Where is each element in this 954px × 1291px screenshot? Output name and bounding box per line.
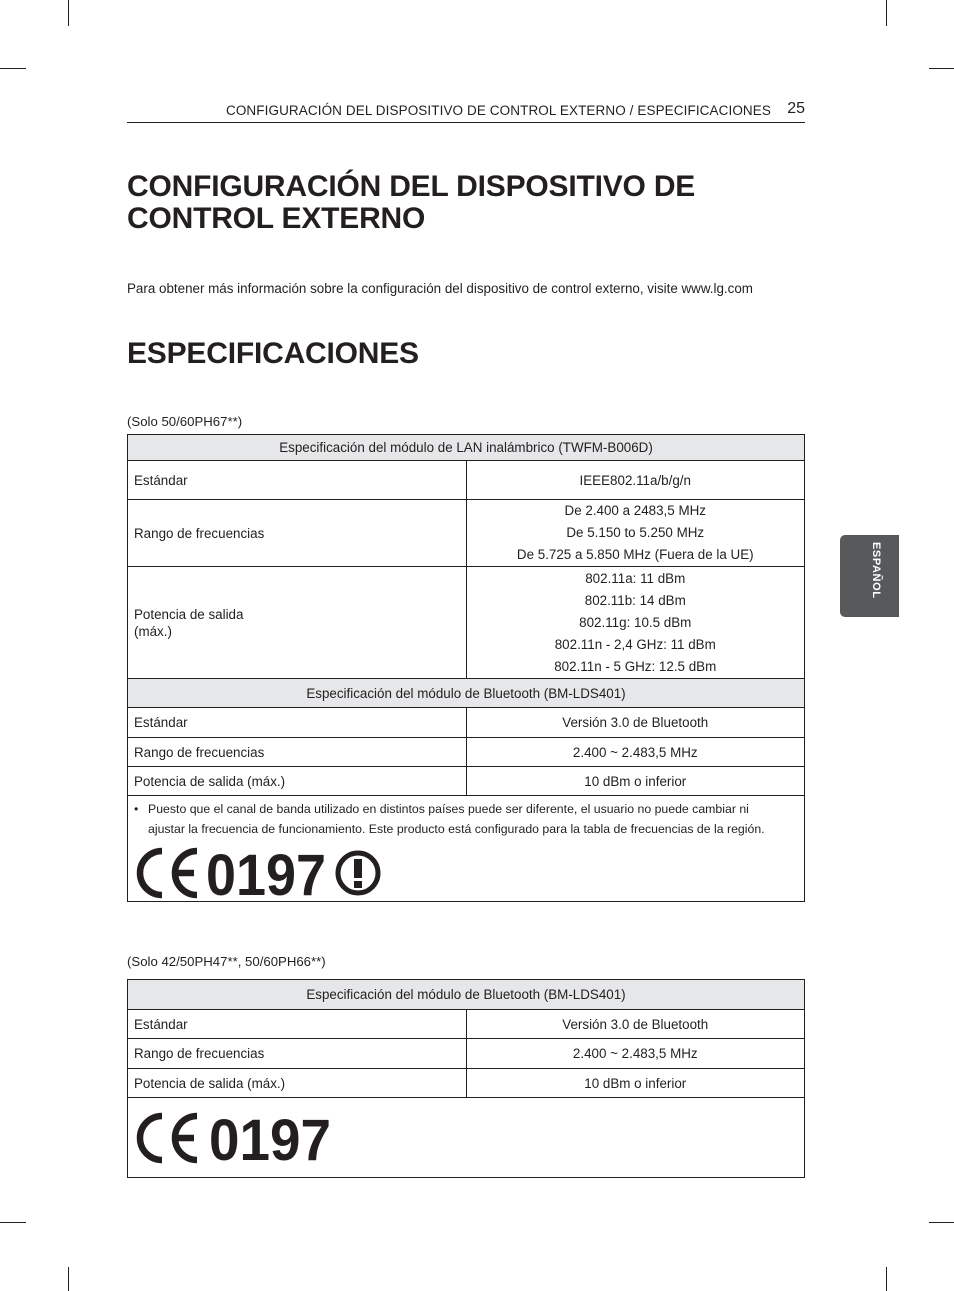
ce-c-icon <box>140 1116 162 1160</box>
wlan-header: Especificación del módulo de LAN inalámbrico (TWFM-B006D) <box>128 435 805 461</box>
intro-paragraph: Para obtener más información sobre la configuración del dispositivo de control externo, visite www.lg.com <box>127 281 753 296</box>
crop-mark <box>929 1222 954 1223</box>
value-line: 802.11g: 10.5 dBm <box>579 614 692 630</box>
crop-mark <box>0 1222 26 1223</box>
bluetooth-header: Especificación del módulo de Bluetooth (BM-LDS401) <box>128 679 805 708</box>
row-value: IEEE802.11a/b/g/n <box>466 461 805 500</box>
bullet-icon: • <box>134 802 139 816</box>
row-value: 10 dBm o inferior <box>466 1069 805 1098</box>
spec-table-2 <box>127 979 805 1178</box>
row-label: Potencia de salida (máx.) <box>128 767 467 796</box>
table-row <box>128 738 805 767</box>
crop-mark <box>0 68 26 69</box>
row-label-line: Potencia de salida <box>134 606 244 622</box>
running-head <box>127 102 805 123</box>
row-label: Rango de frecuencias <box>128 1039 467 1069</box>
table-row <box>128 1039 805 1069</box>
crop-mark <box>886 0 887 26</box>
crop-mark <box>886 1267 887 1291</box>
table-row <box>128 567 805 679</box>
notice-bullet <box>134 800 798 839</box>
alert-icon-dot <box>354 881 362 888</box>
ce-cell <box>128 1098 805 1178</box>
row-label-line: (máx.) <box>134 623 172 639</box>
table-row <box>128 461 805 500</box>
crop-mark <box>68 1267 69 1291</box>
row-label <box>128 567 467 679</box>
row-label: Rango de frecuencias <box>128 500 467 567</box>
notice-cell <box>128 796 805 902</box>
table-row <box>128 1069 805 1098</box>
crop-mark <box>929 68 954 69</box>
value-line: De 5.150 to 5.250 MHz <box>566 525 705 540</box>
notice-line: Puesto que el canal de banda utilizado en distintos países puede ser diferente, el usuario no puede cambiar ni <box>148 802 749 816</box>
table-row <box>128 980 805 1010</box>
model-note-1: (Solo 50/60PH67**) <box>127 414 243 429</box>
row-label: Potencia de salida (máx.) <box>128 1069 467 1098</box>
row-value: 2.400 ~ 2.483,5 MHz <box>466 1039 805 1069</box>
value-line: 802.11n - 5 GHz: 12.5 dBm <box>554 658 717 674</box>
table-row <box>128 500 805 567</box>
value-line: De 2.400 a 2483,5 MHz <box>564 503 706 518</box>
ce-e-icon <box>174 851 197 895</box>
value-line: De 5.725 a 5.850 MHz (Fuera de la UE) <box>516 547 754 562</box>
ce-number: 0197 <box>209 1111 331 1164</box>
row-value <box>466 500 805 567</box>
alert-icon-bar <box>354 859 362 878</box>
table-row <box>128 767 805 796</box>
table-row <box>128 1098 805 1178</box>
ce-e-icon <box>174 1116 197 1160</box>
ce-mark <box>134 1112 354 1164</box>
notice-line: ajustar la frecuencia de funcionamiento. Este producto está configurado para la tabla de frecuencias de la región. <box>148 821 765 836</box>
language-tab <box>840 535 899 617</box>
running-head-title: CONFIGURACIÓN DEL DISPOSITIVO DE CONTROL EXTERNO / ESPECIFICACIONES <box>225 103 771 118</box>
section-title-especificaciones: ESPECIFICACIONES <box>127 337 419 370</box>
table-row <box>128 435 805 461</box>
value-line: 802.11n - 2,4 GHz: 11 dBm <box>554 636 716 652</box>
value-line: 802.11b: 14 dBm <box>584 592 686 608</box>
row-label: Estándar <box>128 1010 467 1039</box>
model-note-2: (Solo 42/50PH47**, 50/60PH66**) <box>127 954 326 969</box>
ce-alert-mark <box>134 847 394 899</box>
ce-number: 0197 <box>206 847 326 899</box>
row-value: Versión 3.0 de Bluetooth <box>466 1010 805 1039</box>
table-row <box>128 708 805 738</box>
row-label: Estándar <box>128 461 467 500</box>
section-title-configuracion: CONFIGURACIÓN DEL DISPOSITIVO DE CONTROL EXTERNO <box>127 170 696 235</box>
ce-c-icon <box>140 851 162 895</box>
value-line: 802.11a: 11 dBm <box>585 570 686 586</box>
language-tab-label: ESPAÑOL <box>870 542 882 599</box>
row-value <box>466 567 805 679</box>
notice-text <box>148 800 798 839</box>
bluetooth-header: Especificación del módulo de Bluetooth (BM-LDS401) <box>128 980 805 1010</box>
table-row <box>128 679 805 708</box>
row-label: Estándar <box>128 708 467 738</box>
table-row <box>128 1010 805 1039</box>
row-value: 2.400 ~ 2.483,5 MHz <box>466 738 805 767</box>
page-number: 25 <box>787 100 805 117</box>
table-row <box>128 796 805 902</box>
crop-mark <box>68 0 69 26</box>
row-value: Versión 3.0 de Bluetooth <box>466 708 805 738</box>
row-value: 10 dBm o inferior <box>466 767 805 796</box>
row-label: Rango de frecuencias <box>128 738 467 767</box>
spec-table-1 <box>127 434 805 902</box>
